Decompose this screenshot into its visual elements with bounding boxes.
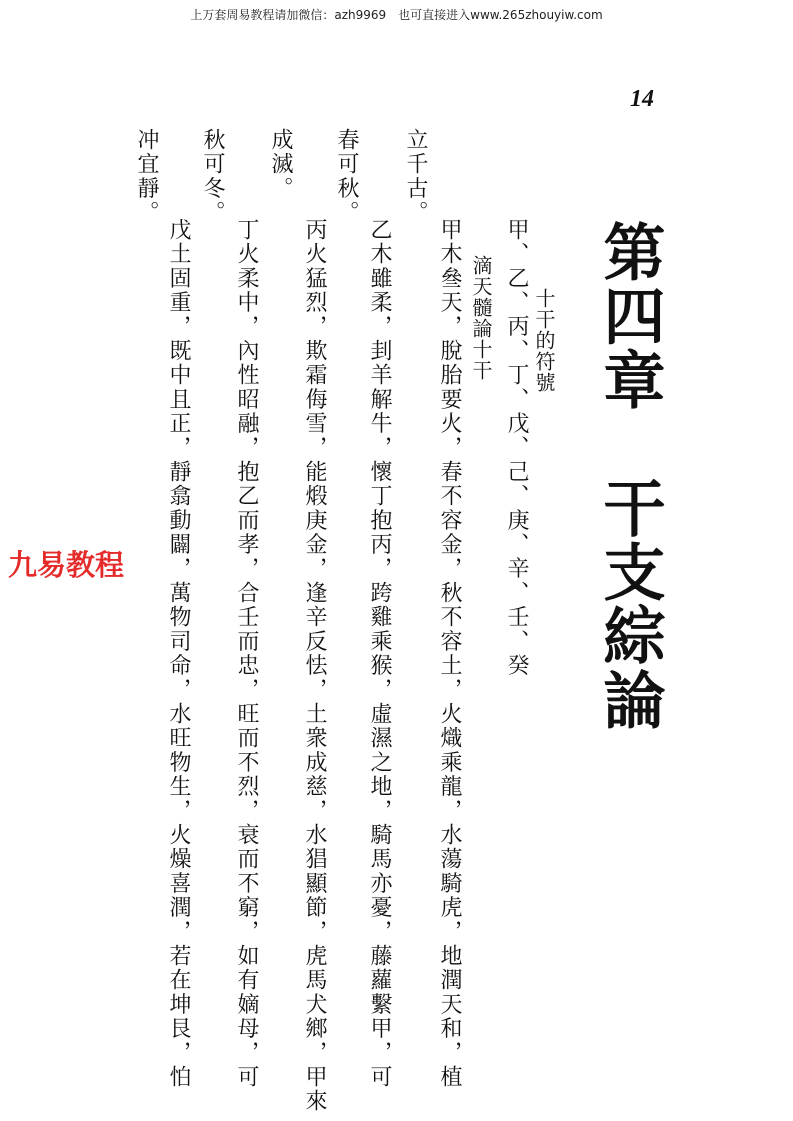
sub-heading: 滴天髓論十干 (469, 255, 493, 381)
verse-bing-line-2: 成滅。 (268, 128, 293, 201)
verse-yi-line-1: 乙木雖柔，刲羊解牛，懷丁抱丙，跨雞乘猴，虛濕之地，騎馬亦憂，藤蘿繫甲，可 (367, 218, 392, 1090)
page-header-banner: 上万套周易教程请加微信：azh9969 也可直接进入www.265zhouyiw.com (190, 8, 603, 22)
verse-ding-line-2: 秋可冬。 (200, 128, 225, 225)
watermark-logo: 九易教程 (8, 548, 125, 582)
page-number: 14 (630, 86, 654, 112)
chapter-title: 第四章 干支綜論 (593, 220, 666, 732)
verse-wu-line-2: 冲宜靜。 (134, 128, 159, 225)
verse-ding-line-1: 丁火柔中，內性昭融，抱乙而孝，合壬而忠，旺而不烈，衰而不窮，如有嫡母，可 (234, 218, 259, 1090)
section-heading: 十干的符號 (532, 288, 556, 393)
verse-jia-line-2: 立千古。 (403, 128, 428, 225)
verse-wu-line-1: 戊土固重，既中且正，靜翕動闢，萬物司命，水旺物生，火燥喜潤，若在坤艮，怕 (166, 218, 191, 1090)
verse-bing-line-1: 丙火猛烈，欺霜侮雪，能煅庚金，逢辛反怯，土衆成慈，水猖顯節，虎馬犬鄉，甲來 (302, 218, 327, 1114)
heavenly-stems-list: 甲、乙、丙、丁、戊、己、庚、辛、壬、癸 (504, 218, 529, 678)
verse-yi-line-2: 春可秋。 (334, 128, 359, 225)
verse-jia-line-1: 甲木叄天，脫胎要火，春不容金，秋不容土，火熾乘龍，水蕩騎虎，地潤天和，植 (437, 218, 462, 1090)
